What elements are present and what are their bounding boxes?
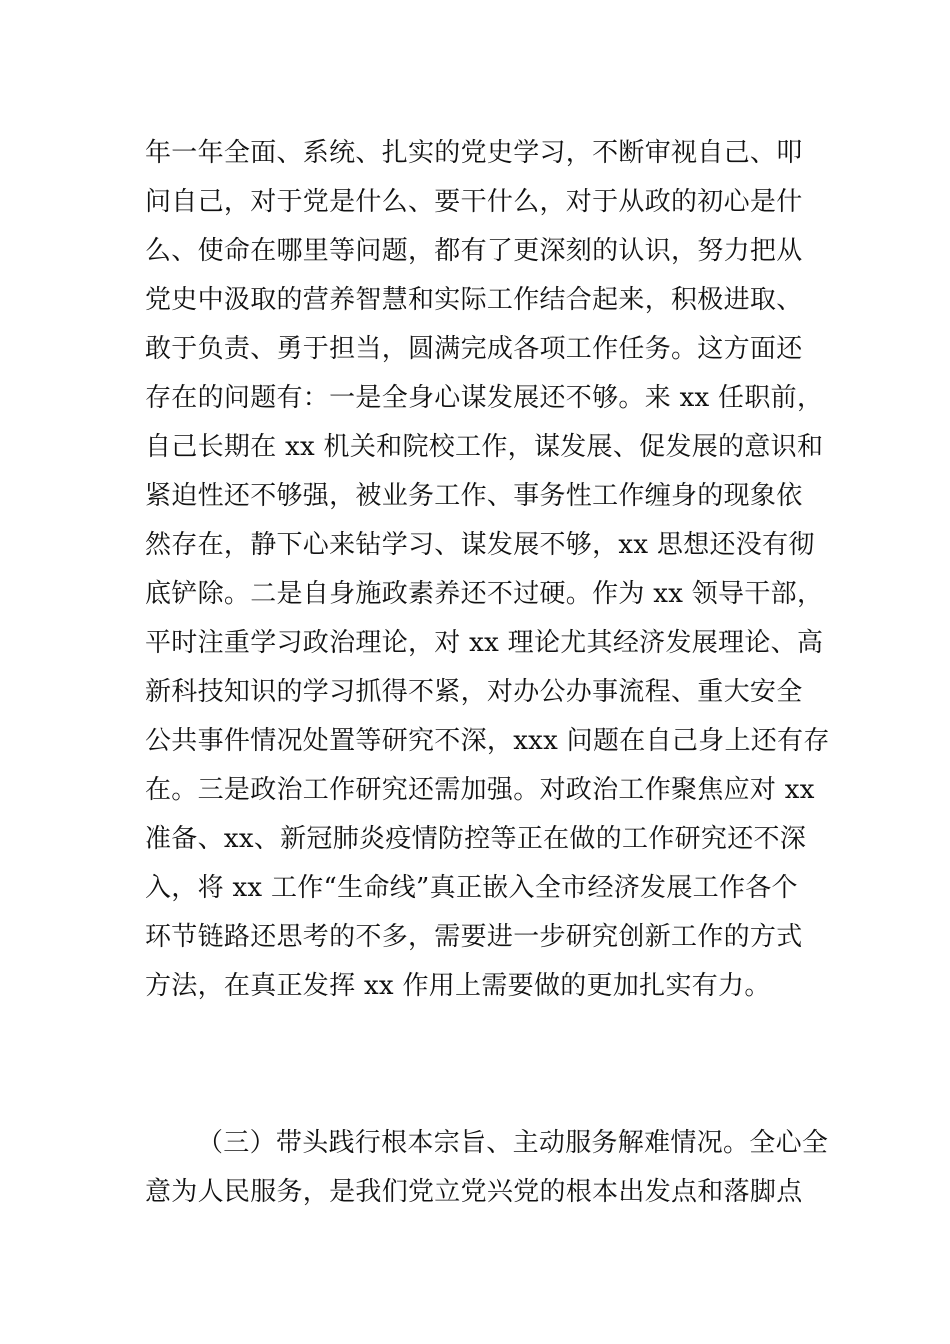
paragraph-1-line: 存在的问题有：一是全身心谋发展还不够。来 xx 任职前， xyxy=(145,383,824,413)
paragraph-1-line: 然存在，静下心来钻学习、谋发展不够，xx 思想还没有彻 xyxy=(145,530,815,560)
paragraph-1-line: 底铲除。二是自身施政素养还不过硬。作为 xx 领导干部， xyxy=(145,579,824,609)
paragraph-1-line: 紧迫性还不够强，被业务工作、事务性工作缠身的现象依 xyxy=(145,481,803,511)
paragraph-1-line: 环节链路还思考的不多，需要进一步研究创新工作的方式 xyxy=(145,922,803,952)
paragraph-1-line: 入，将 xx 工作“生命线”真正嵌入全市经济发展工作各个 xyxy=(145,873,798,903)
paragraph-1-line: 问自己，对于党是什么、要干什么，对于从政的初心是什 xyxy=(145,187,803,217)
paragraph-1-line: 平时注重学习政治理论，对 xx 理论尤其经济发展理论、高 xyxy=(145,628,824,658)
paragraph-1-line: 自己长期在 xx 机关和院校工作，谋发展、促发展的意识和 xyxy=(145,432,824,462)
paragraph-1-line: 准备、xx、新冠肺炎疫情防控等正在做的工作研究还不深 xyxy=(145,824,807,854)
section-3-heading-line: （三）带头践行根本宗旨、主动服务解难情况。全心全 xyxy=(197,1128,829,1158)
paragraph-1-line: 敢于负责、勇于担当，圆满完成各项工作任务。这方面还 xyxy=(145,334,803,364)
paragraph-1-line: 在。三是政治工作研究还需加强。对政治工作聚焦应对 xx xyxy=(145,775,815,805)
paragraph-1-line: 么、使命在哪里等问题，都有了更深刻的认识，努力把从 xyxy=(145,236,803,266)
paragraph-1-line: 方法，在真正发挥 xx 作用上需要做的更加扎实有力。 xyxy=(145,971,771,1001)
paragraph-1-line: 党史中汲取的营养智慧和实际工作结合起来，积极进取、 xyxy=(145,285,803,315)
paragraph-1-line: 新科技知识的学习抓得不紧，对办公办事流程、重大安全 xyxy=(145,677,803,707)
paragraph-2-line: 意为人民服务，是我们党立党兴党的根本出发点和落脚点 xyxy=(145,1177,803,1207)
paragraph-1-line: 公共事件情况处置等研究不深，xxx 问题在自己身上还有存 xyxy=(145,726,830,756)
paragraph-1-line: 年一年全面、系统、扎实的党史学习，不断审视自己、叩 xyxy=(145,138,803,168)
